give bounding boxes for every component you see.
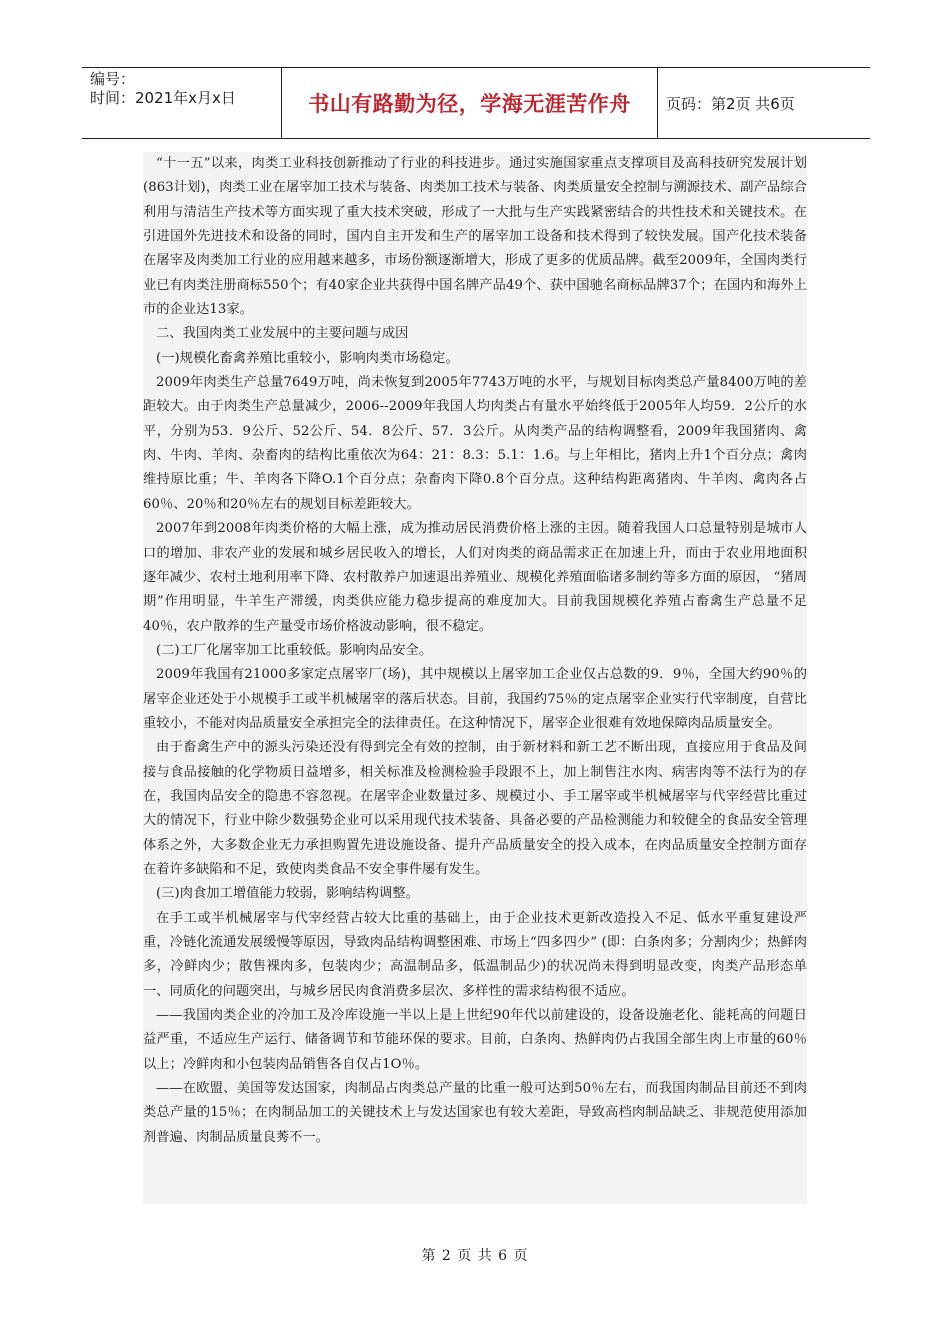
paragraph: ——我国肉类企业的冷加工及冷库设施一半以上是上世纪90年代以前建设的，设备设施老化、能耗高的问题日益严重，不适应生产运行、储备调节和节能环保的要求。目前，白条肉、热鲜肉仍占我国全部生肉上市量的60％以上；冷鲜肉和小包装肉品销售各自仅占1O％。 [143,1008,807,1072]
header-meta [82,68,282,138]
header-page-indicator: 页码：第2页 共6页 [666,94,795,113]
section-heading: 二、我国肉类工业发展中的主要问题与成因 [156,326,409,342]
page-footer: 第 2 页 共 6 页 [421,1248,529,1264]
paragraph: ——在欧盟、美国等发达国家，肉制品占肉类总产量的比重一般可达到50％左右，而我国肉制品目前还不到肉类总产量的15％；在肉制品加工的关键技术上与发达国家也有较大差距，导致高档肉制品缺乏、非规范使用添加剂普遍、肉制品质量良莠不一。 [143,1081,807,1145]
subsection-heading: (一)规模化畜禽养殖比重较小，影响肉类市场稳定。 [156,350,459,366]
document-number-label: 编号： [90,70,136,88]
header-motto: 书山有路勤为径，学海无涯苦作舟 [282,68,658,138]
subsection-heading: (二)工厂化屠宰加工比重较低。影响肉品安全。 [156,642,433,658]
paragraph: 2009年我国有21000多家定点屠宰厂(场)，其中规模以上屠宰加工企业仅占总数的9．9％，全国大约90％的屠宰企业还处于小规模手工或半机械屠宰的落后状态。目前，我国约75％的定点屠宰企业实行代宰制度，自营比重较小，不能对肉品质量安全承担完全的法律责任。在这种情况下，屠宰企业很难有效地保障肉品质量安全。 [143,667,807,731]
document-body [143,152,807,1204]
paragraph: 在手工或半机械屠宰与代宰经营占较大比重的基础上，由于企业技术更新改造投入不足、低水平重复建设严重，冷链化流通发展缓慢等原因，导致肉品结构调整困难、市场上“四多四少” (即：白条肉多；分割肉少；热鲜肉多，冷鲜肉少；散售裸肉多，包装肉少；高温制品多，低温制品少)的状况尚未得到明显改变，肉类产品形态单一、同质化的问题突出，与城乡居民肉食消费多层次、多样性的需求结构很不适应。 [143,910,807,999]
document-time-label: 时间：2021年x月x日 [90,89,236,107]
page-header [82,67,870,139]
subsection-heading: (三)肉食加工增值能力较弱，影响结构调整。 [156,886,419,902]
paragraph: 2009年肉类生产总量7649万吨，尚未恢复到2005年7743万吨的水平，与规划目标肉类总产量8400万吨的差距较大。由于肉类生产总量减少，2006--2009年我国人均肉类占有量水平始终低于2005年人均59．2公斤的水平，分别为53．9公斤、52公斤、54．8公斤、57．3公斤。从肉类产品的结构调整看，2009年我国猪肉、禽肉、牛肉、羊肉、杂畜肉的结构比重依次为64：21：8.3：5.1：1.6。与上年相比，猪肉上升1个百分点；禽肉维持原比重；牛、羊肉各下降O.1个百分点；杂畜肉下降0.8个百分点。这种结构距离猪肉、牛羊肉、禽肉各占60％、20％和20％左右的规划目标差距较大。 [143,375,807,512]
paragraph: 2007年到2008年肉类价格的大幅上涨，成为推动居民消费价格上涨的主因。随着我国人口总量特别是城市人口的增加、非农产业的发展和城乡居民收入的增长，人们对肉类的商品需求正在加速上升，而由于农业用地面积逐年减少、农村土地利用率下降、农村散养户加速退出养殖业、规模化养殖面临诸多制约等多方面的原因， “猪周期”作用明显，牛羊生产滞缓，肉类供应能力稳步提高的难度加大。目前我国规模化养殖占畜禽生产总量不足40％，农户散养的生产量受市场价格波动影响，很不稳定。 [143,521,807,634]
paragraph: 由于畜禽生产中的源头污染还没有得到完全有效的控制，由于新材料和新工艺不断出现，直接应用于食品及间接与食品接触的化学物质日益增多，相关标准及检测检验手段跟不上，加上制售注水肉、病害肉等不法行为的存在，我国肉品安全的隐患不容忽视。在屠宰企业数量过多、规模过小、手工屠宰或半机械屠宰与代宰经营比重过大的情况下，行业中除少数强势企业可以采用现代技术装备、具备必要的产品检测能力和较健全的食品安全管理体系之外，大多数企业无力承担购置先进设施设备、提升产品质量安全的投入成本，在肉品质量安全控制方面存在着许多缺陷和不足，致使肉类食品不安全事件屡有发生。 [143,740,807,877]
paragraph: “十一五”以来，肉类工业科技创新推动了行业的科技进步。通过实施国家重点支撑项目及高科技研究发展计划(863计划)，肉类工业在屠宰加工技术与装备、肉类加工技术与装备、肉类质量安全控制与溯源技术、副产品综合利用与清洁生产技术等方面实现了重大技术突破，形成了一大批与生产实践紧密结合的共性技术和关键技术。在引进国外先进技术和设备的同时，国内自主开发和生产的屠宰加工设备和技术得到了较快发展。国产化技术装备在屠宰及肉类加工行业的应用越来越多，市场份额逐渐增大，形成了更多的优质品牌。截至2009年，全国肉类行业已有肉类注册商标550个；有40家企业共获得中国名牌产品49个、获中国驰名商标品牌37个；在国内和海外上市的企业达13家。 [143,156,807,318]
